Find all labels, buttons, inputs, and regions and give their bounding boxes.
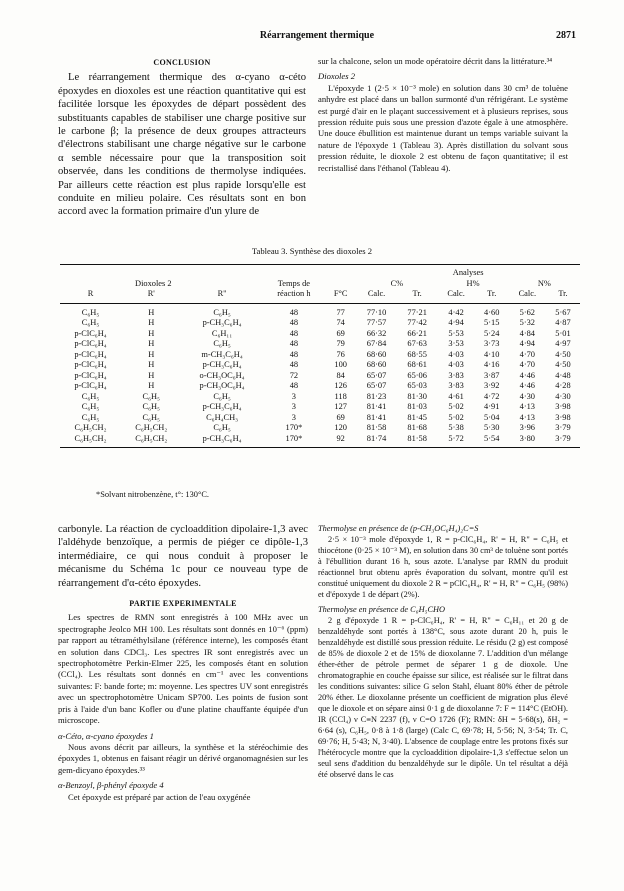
table-cell: 3·79: [546, 434, 580, 448]
table-cell: 118: [334, 391, 347, 401]
table-cell: C₆H₅CH₂: [135, 423, 168, 432]
table-cell: p-CH₃C₆H₄: [202, 360, 242, 369]
c-group-header: C%: [390, 278, 404, 288]
table-cell: C₆H₅: [213, 339, 231, 348]
table-cell: C₆H₅: [81, 412, 100, 422]
table-row: [60, 371, 580, 382]
dioxoles-group-header: Dioxoles 2: [135, 278, 172, 288]
table-cell: 5·54: [475, 434, 509, 448]
table-cell: C₆H₅: [81, 318, 100, 327]
table-cell: 5·02: [448, 412, 464, 422]
table-cell: 48: [289, 381, 299, 390]
column-header: R": [181, 289, 262, 303]
carbonyle-paragraph: carbonyle. La réaction de cycloaddition dipolaire-1,3 avec l'aldéhyde benzoïque, a permis de piéger ce dipôle-1,3 intermédiaire, ce qui nous conduit à proposer le mécanisme du Schéma 1c pour ce nouveau type de réarrangement d'α-céto époxydes.: [58, 524, 308, 589]
table-cell: 120: [334, 423, 347, 432]
table-cell: 4·10: [484, 349, 500, 359]
table-cell: 81·41: [366, 412, 387, 422]
table-cell: 4·13: [519, 412, 535, 422]
table-cell: 81·74: [356, 434, 397, 448]
table-cell: 5·04: [484, 412, 500, 422]
table-cell: p-CH₃OC₆H₄: [199, 381, 245, 390]
synthesis-table: [60, 264, 580, 448]
dioxoles-paragraph: L'époxyde 1 (2·5 × 10⁻³ mole) en solution dans 30 cm³ de toluène anhydre est placé dans un ballon surmonté d'un réfrigérant. Le système est purgé d'air en le plaçant successivement et à plusieurs reprises, sous pression réduite puis sous une pression d'azote égale à une atmosphère. Une douce ébullition est maintenue durant un temps variable suivant la nature de l'époxyde 1 (Tableau 3). Après distillation du solvant sous pression réduite, le dioxole 2 est obtenu de façon quantitative; il est recristallisé dans l'éthanol (Tableau 4).: [318, 82, 568, 173]
table-cell: 68·60: [366, 360, 387, 369]
table-cell: C₆H₅: [213, 307, 231, 317]
table-cell: H: [148, 381, 155, 390]
table-cell: 65·07: [366, 370, 387, 380]
table-cell: 4·60: [484, 307, 500, 317]
table-cell: C₆H₅: [81, 402, 100, 411]
table-cell: 3·98: [555, 412, 571, 422]
conclusion-heading: CONCLUSION: [153, 58, 211, 67]
experimental-heading: PARTIE EXPERIMENTALE: [129, 599, 237, 609]
h-group-header: H%: [466, 278, 480, 288]
table-cell: 4·30: [555, 391, 571, 401]
table-cell: 48: [289, 360, 299, 369]
table-cell: m-CH₃C₆H₄: [201, 349, 243, 359]
cyano-epoxydes-paragraph: Nous avons décrit par ailleurs, la synthèse et la stéréochimie des époxydes 1, obtenus en faisant réagir un dérivé organomagnésien sur les gem-dicyano époxydes.³³: [58, 741, 308, 775]
table-cell: 4·70: [519, 349, 535, 359]
table-cell: 81·68: [407, 423, 427, 432]
thiocetone-paragraph: 2·5 × 10⁻³ mole d'époxyde 1, R = p-ClC₆H₄, R' = H, R" = C₆H₅ et thiocétone (0·25 × 10⁻³ M), en solution dans 30 cm³ de toluène sont portés à l'ébullition durant 16 h, sous azote. L'analyse par RMN du produit réactionnel brut obtenu après évaporation du solvant, montre qu'il est constitué uniquement du dioxole 2 R = pClC₆H₄, R' = H, R" = C₆H₅ (98%) et d'époxyde 1 de départ (2%).: [318, 535, 568, 599]
spectra-paragraph: Les spectres de RMN sont enregistrés à 100 MHz avec un spectrographe Jeolco MH 100. Les résultats sont donnés en 10⁻⁶ (ppm) par rapport au tétraméthylsilane (référence interne), les composés étant en solution dans CDCl₃. Les spectres IR sont enregistrés avec un spectrophotomètre Perkin-Elmer 225, les composés étant en solution (CCl₄). Les résultats sont donnés en cm⁻¹ avec les conventions suivantes: F: bande forte; m: moyenne. Les spectres UV sont enregistrés avec un spectrophotomètre Unicam SP700. Les points de fusion sont pris à l'aide d'un banc Kofler ou d'une platine chauffante équipée d'un microscope.: [58, 612, 308, 726]
table-cell: 77·42: [407, 318, 427, 327]
table-row: [60, 329, 580, 340]
table-row: [60, 381, 580, 392]
table-cell: 4·46: [519, 381, 535, 390]
table-cell: p-ClC₆H₄: [74, 349, 107, 359]
analyses-group-header: Analyses: [452, 268, 484, 277]
table-cell: 81·45: [407, 412, 427, 422]
table-cell: C₆H₁₁: [211, 328, 233, 338]
running-title: Réarrangement thermique: [259, 30, 375, 41]
benzoyl-epoxyde-subheading: α-Benzoyl, β-phényl époxyde 4: [58, 780, 164, 791]
table-cell: C₆H₅: [81, 307, 100, 317]
table-cell: C₆H₅CH₂: [121, 434, 181, 448]
table-cell: p-CH₃C₆H₄: [202, 402, 242, 411]
table-cell: 4·48: [555, 370, 571, 380]
table-cell: 3·87: [484, 370, 500, 380]
table-cell: 68·61: [407, 360, 427, 369]
table-cell: 77·10: [366, 307, 387, 317]
table-cell: 4·50: [555, 360, 571, 369]
thiocetone-subheading: Thermolyse en présence de (p-CH₃OC₆H₄)₂C=S: [318, 524, 479, 533]
table-cell: 4·03: [448, 360, 464, 369]
benzoyl-epoxyde-paragraph: Cet époxyde est préparé par action de l'eau oxygénée: [68, 791, 251, 802]
table-cell: 4·03: [448, 349, 464, 359]
temps-group-header: Temps de: [277, 278, 310, 288]
table-cell: 81·03: [407, 402, 427, 411]
table-row: [60, 339, 580, 350]
table-cell: H: [148, 370, 155, 380]
table-cell: C₆H₅: [81, 391, 100, 401]
table-cell: H: [148, 307, 155, 317]
table-cell: 170*: [263, 434, 325, 448]
column-header: Tr.: [475, 289, 509, 303]
table-cell: C₆H₅: [142, 412, 160, 422]
table-cell: 3·80: [509, 434, 546, 448]
table-cell: 4·70: [519, 360, 535, 369]
table-cell: 65·06: [407, 370, 427, 380]
table-cell: 81·23: [366, 391, 387, 401]
table-cell: 65·03: [407, 381, 427, 390]
column-header: Tr.: [546, 289, 580, 303]
table-cell: 3: [291, 402, 296, 411]
table-cell: 77: [336, 307, 345, 317]
table-cell: C₆H₅: [213, 391, 231, 401]
column-header: réaction h: [263, 289, 325, 303]
table-row: [60, 360, 580, 371]
table-row: [60, 392, 580, 403]
table-cell: H: [148, 349, 155, 359]
table-cell: 3: [291, 412, 296, 422]
cyano-epoxydes-subheading: α-Céto, α-cyano époxydes 1: [58, 730, 154, 741]
table-cell: 4·30: [519, 391, 535, 401]
benzaldehyde-subheading: Thermolyse en présence de C₆H₅CHO: [318, 605, 445, 614]
table-cell: 4·94: [448, 318, 464, 327]
table-cell: 4·28: [555, 381, 571, 390]
table-cell: 74: [336, 318, 345, 327]
right-column-bottom: [318, 523, 568, 780]
table-cell: 4·87: [555, 318, 571, 327]
table-cell: 5·72: [437, 434, 474, 448]
n-group-header: N%: [537, 278, 551, 288]
table-cell: 48: [289, 307, 299, 317]
table-cell: 3·83: [448, 381, 464, 390]
table-cell: 48: [289, 328, 299, 338]
table-cell: 5·32: [519, 318, 535, 327]
table-row: [60, 423, 580, 434]
table-cell: 5·15: [484, 318, 500, 327]
table-cell: 67·63: [407, 339, 427, 348]
table-cell: 4·50: [555, 349, 571, 359]
page-number: 2871: [556, 30, 576, 41]
table-cell: 77·57: [366, 318, 387, 327]
left-column-bottom: [58, 523, 308, 803]
table-cell: 3·96: [519, 423, 535, 432]
chalcone-paragraph: sur la chalcone, selon un mode opératoire décrit dans la littérature.³⁴: [318, 56, 553, 66]
table-cell: 5·38: [448, 423, 464, 432]
table-cell: 3·53: [448, 339, 464, 348]
table-cell: 4·91: [484, 402, 500, 411]
table-cell: C₆H₄CH₃: [206, 412, 239, 422]
table-cell: 4·46: [519, 370, 535, 380]
column-header: Tr.: [397, 289, 438, 303]
table-cell: 3: [291, 391, 296, 401]
table-row: [60, 434, 580, 448]
table-cell: 4·16: [484, 360, 500, 369]
right-column-top: [318, 56, 568, 174]
table-cell: 5·62: [519, 307, 535, 317]
benzaldehyde-paragraph: 2 g d'époxyde 1 R = p-ClC₆H₄, R' = H, R" = C₆H₁₁ et 20 g de benzaldéhyde sont portés à 138°C, sous azote durant 20 h, puis le benzaldéhyde est distillé sous pression réduite. Le résidu (2 g) est composé de 85% de dioxole 2 et de 15% de dioxolanne 7. L'addition d'un mélange éther-éther de pétrole permet de séparer 1 g de dioxole. Une chromatographie en couche épaisse sur silice, est réalisée sur le filtrat dans les conditions suivantes: silice G selon Stahl, éluant 80% éther de pétrole 20% éther. Le dioxolanne présente un coefficient de migration plus élevé que le dioxole et on sépare ainsi 0·1 g de dioxolanne 7: F = 114°C (EtOH). IR (CCl₄) ν C≡N 2237 (f), ν C=O 1726 (F); RMN: δH = 5·68(s), δH₂ = 6·64 (s), C₆H₅, 0·8 à 1·8 (large) (Calc C, 69·78; H, 5·56; N, 3·54; Tr. C, 69·76; H, 5·43; N, 3·40). L'absence de couplage entre les protons fixés sur l'hétérocycle montre que la cycloaddition dipolaire-1,3 s'effectue selon un seul sens d'addition du benzaldéhyde sur le dipôle. Un tel résultat a déjà été observé dans le cas: [318, 616, 568, 779]
table-cell: 4·42: [448, 307, 464, 317]
table-cell: C₆H₅: [142, 391, 160, 401]
table-cell: p-ClC₆H₄: [74, 370, 107, 380]
table-cell: C₆H₅: [213, 423, 231, 432]
table-cell: C₆H₅CH₂: [60, 434, 121, 448]
table-cell: 84: [336, 370, 345, 380]
table-cell: p-ClC₆H₄: [74, 360, 107, 369]
table-cell: H: [148, 328, 155, 338]
dioxoles-subheading: Dioxoles 2: [318, 71, 355, 82]
table-cell: 65·07: [366, 381, 387, 390]
table-cell: 81·41: [366, 402, 387, 411]
table-cell: 4·61: [448, 391, 464, 401]
table-cell: p-ClC₆H₄: [74, 381, 107, 390]
table-cell: p-CH₃C₆H₄: [181, 434, 262, 448]
table-cell: 3·92: [484, 381, 500, 390]
table-cell: 69: [336, 412, 345, 422]
table-cell: p-CH₃C₆H₄: [202, 318, 242, 327]
table-cell: 76: [336, 349, 345, 359]
column-header: Calc.: [356, 289, 397, 303]
table-cell: 170*: [285, 423, 303, 432]
table-cell: C₆H₅: [142, 402, 160, 411]
table-cell: 100: [334, 360, 347, 369]
table-cell: 68·55: [407, 349, 427, 359]
table-cell: 66·32: [366, 328, 387, 338]
table-cell: 4·84: [519, 328, 535, 338]
table-cell: 92: [325, 434, 356, 448]
table-cell: 67·84: [366, 339, 387, 348]
table-row: [60, 350, 580, 361]
table-cell: 77·21: [407, 307, 427, 317]
table-cell: 3·73: [484, 339, 500, 348]
table-cell: 5·24: [484, 328, 500, 338]
table-footnote: *Solvant nitrobenzène, t°: 130°C.: [96, 490, 209, 499]
table-cell: 5·67: [555, 307, 571, 317]
table-cell: o-CH₃OC₆H₄: [199, 370, 245, 380]
conclusion-paragraph: Le réarrangement thermique des α-cyano α-céto époxydes en dioxoles est une réaction quantitative qui est facilitée lorsque les époxydes de départ possèdent des substituants capables de stabiliser une charge positive sur le carbone β; la présence de deux groupes attracteurs d'électrons stabilisant une charge négative sur le carbone α semble nécessaire pour que la transposition soit observée, dans les conditions de thermolyse indiquées. Par ailleurs cette réaction est plus rapide lorsqu'elle est conduite en milieu polaire. Ces résultats sont en bon accord avec la formation primaire d'un ylure de: [58, 72, 306, 218]
table-cell: 3·79: [555, 423, 571, 432]
table-cell: H: [148, 339, 155, 348]
column-header: R': [121, 289, 181, 303]
table-cell: 5·02: [448, 402, 464, 411]
table-cell: 48: [289, 318, 299, 327]
column-header: Calc.: [437, 289, 474, 303]
table-cell: C₆H₅CH₂: [74, 423, 107, 432]
table-cell: 81·30: [407, 391, 427, 401]
table-cell: H: [148, 360, 155, 369]
table-row: [60, 402, 580, 413]
table-caption: Tableau 3. Synthèse des dioxoles 2: [251, 246, 373, 256]
table-cell: 48: [289, 339, 299, 348]
table-cell: p-ClC₆H₄: [74, 339, 107, 348]
table-cell: 3·83: [448, 370, 464, 380]
left-column-top: [58, 56, 306, 219]
table-row: [60, 303, 580, 318]
table-cell: 81·58: [366, 423, 387, 432]
table-cell: 4·72: [484, 391, 500, 401]
table-row: [60, 413, 580, 424]
column-header: F°C: [325, 289, 356, 303]
table-cell: 5·30: [484, 423, 500, 432]
running-header: [58, 30, 576, 44]
table-cell: 48: [289, 349, 299, 359]
table-cell: 3·98: [555, 402, 571, 411]
table-cell: 126: [334, 381, 347, 390]
table-cell: 4·94: [519, 339, 535, 348]
table-cell: 5·01: [555, 328, 571, 338]
table-cell: 72: [289, 370, 299, 380]
table-cell: 127: [334, 402, 347, 411]
table-cell: 69: [336, 328, 345, 338]
table-cell: H: [148, 318, 155, 327]
column-header: Calc.: [509, 289, 546, 303]
table-row: [60, 318, 580, 329]
table-cell: 81·58: [397, 434, 438, 448]
table-cell: 68·60: [366, 349, 387, 359]
table-cell: 79: [336, 339, 345, 348]
table-cell: 4·97: [555, 339, 571, 348]
column-header: R: [60, 289, 121, 303]
table-cell: p-ClC₆H₄: [74, 328, 107, 338]
table-cell: 5·53: [448, 328, 464, 338]
table-cell: 66·21: [407, 328, 427, 338]
table-cell: 4·13: [519, 402, 535, 411]
